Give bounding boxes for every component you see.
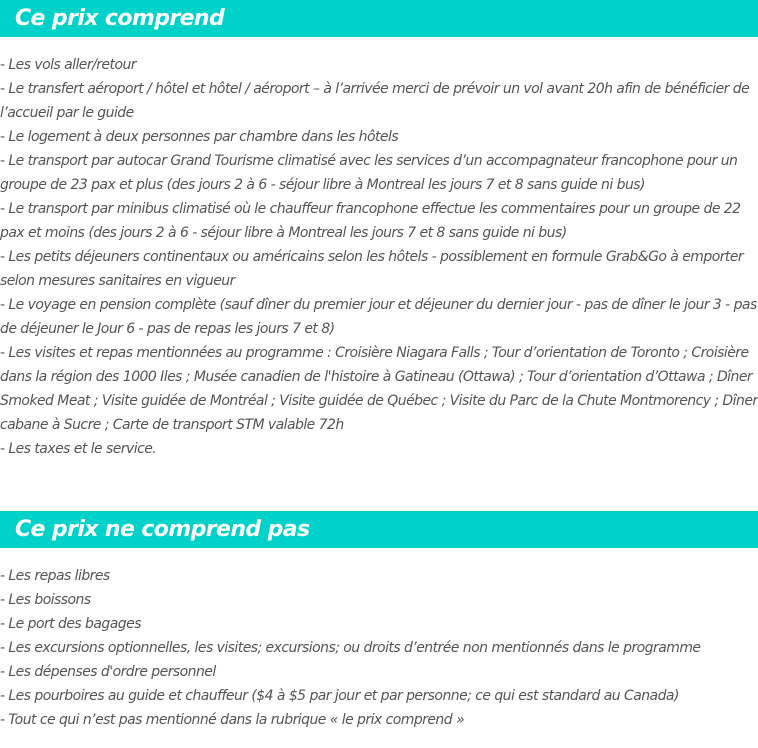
price-excludes-section	[0, 511, 758, 728]
price-includes-list	[0, 53, 758, 461]
list-item: - Les vols aller/retour	[0, 57, 136, 73]
price-excludes-header	[0, 511, 758, 548]
price-includes-title: Ce prix comprend	[15, 6, 225, 31]
list-item: - Les repas libres	[0, 568, 110, 584]
price-excludes-list	[0, 564, 758, 732]
list-item: - Les excursions optionnelles, les visites; excursions; ou droits d’entrée non mentionnés dans le programme	[0, 640, 701, 656]
list-item: - Les taxes et le service.	[0, 441, 157, 457]
list-item: - Les visites et repas mentionnées au programme : Croisière Niagara Falls ; Tour d’orientation de Toronto ; Croisière dans la région des 1000 Iles ; Musée canadien de l'histoire à Gatineau (Ottawa) ; Tour d’orientation d’Ottawa ; Dîner Smoked Meat ; Visite guidée de Montréal ; Visite guidée de Québec ; Visite du Parc de la Chute Montmorency ; Dîner cabane à Sucre ; Carte de transport STM valable 72h	[0, 345, 758, 433]
list-item: - Le port des bagages	[0, 616, 141, 632]
list-item: - Les pourboires au guide et chauffeur ($4 à $5 par jour et par personne; ce qui est standard au Canada)	[0, 688, 679, 704]
list-item: - Les dépenses d'ordre personnel	[0, 664, 216, 680]
list-item: - Le transfert aéroport / hôtel et hôtel / aéroport – à l’arrivée merci de prévoir un vol avant 20h afin de bénéficier de l’accueil par le guide	[0, 81, 750, 121]
price-excludes-title: Ce prix ne comprend pas	[15, 517, 310, 542]
list-item: - Le logement à deux personnes par chambre dans les hôtels	[0, 129, 399, 145]
list-item: - Le voyage en pension complète (sauf dîner du premier jour et déjeuner du dernier jour - pas de dîner le jour 3 - pas de déjeuner le Jour 6 - pas de repas les jours 7 et 8)	[0, 297, 757, 337]
list-item: - Tout ce qui n’est pas mentionné dans la rubrique « le prix comprend »	[0, 712, 465, 728]
list-item: - Les boissons	[0, 592, 91, 608]
list-item: - Le transport par minibus climatisé où le chauffeur francophone effectue les commentaires pour un groupe de 22 pax et moins (des jours 2 à 6 - séjour libre à Montreal les jours 7 et 8 sans guide ni bus)	[0, 201, 741, 241]
list-item: - Les petits déjeuners continentaux ou américains selon les hôtels - possiblement en formule Grab&Go à emporter selon mesures sanitaires en vigueur	[0, 249, 744, 289]
list-item: - Le transport par autocar Grand Tourisme climatisé avec les services d’un accompagnateur francophone pour un groupe de 23 pax et plus (des jours 2 à 6 - séjour libre à Montreal les jours 7 et 8 sans guide ni bus)	[0, 153, 738, 193]
price-includes-header	[0, 0, 758, 37]
